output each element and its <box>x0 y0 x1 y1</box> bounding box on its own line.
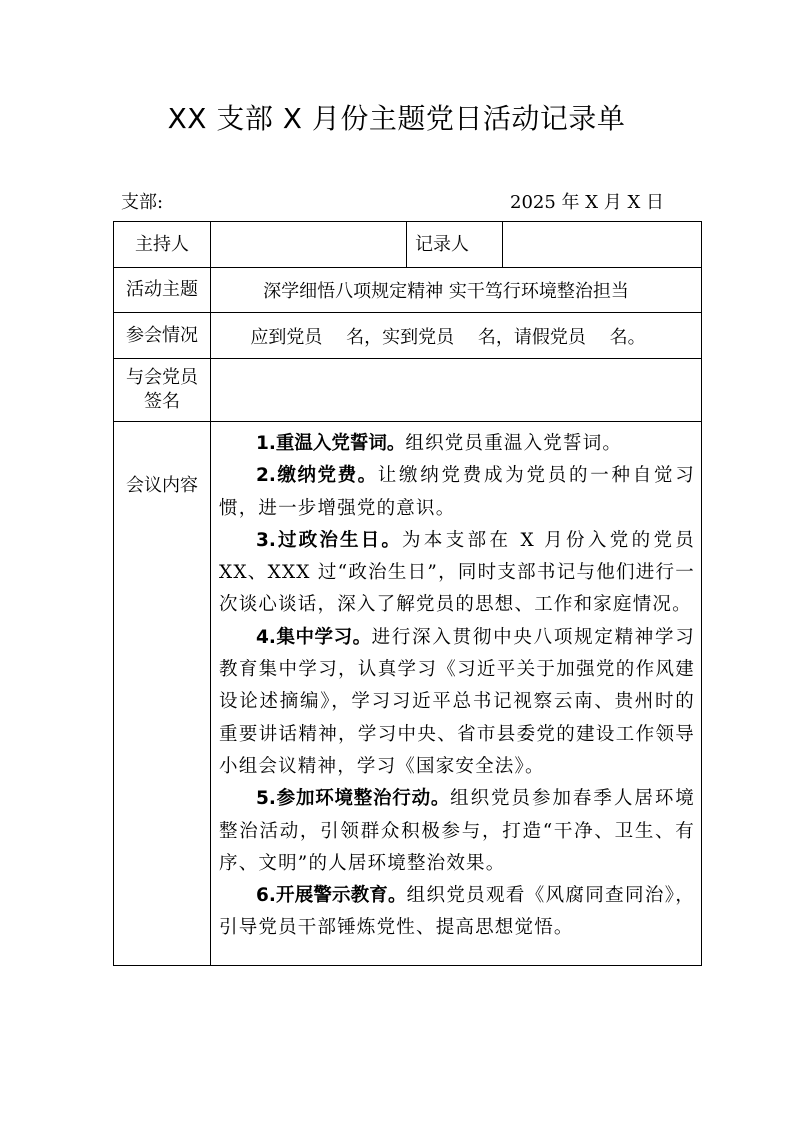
host-row <box>114 222 702 268</box>
host-value-field[interactable] <box>211 222 407 268</box>
host-label: 主持人 <box>114 222 211 268</box>
recorder-value-field[interactable] <box>503 222 702 268</box>
theme-value: 深学细悟八项规定精神 实干笃行环境整治担当 <box>211 268 702 313</box>
signature-label <box>114 359 211 422</box>
content-item-6-text: 组织党员观看《风腐同查同治》，引导党员干部锤炼党性、提高思想觉悟。 <box>219 885 695 939</box>
attendance-value: 应到党员 名，实到党员 名，请假党员 名。 <box>211 313 702 359</box>
content-item-2-head: 2.缴纳党费。 <box>256 465 378 487</box>
content-item-3-text: 为本支部在 X 月份入党的党员 XX、XXX 过“政治生日”，同时支部书记与他们进行一次谈心谈话，深入了解党员的思想、工作和家庭情况。 <box>219 529 695 616</box>
content-item-3 <box>219 525 695 622</box>
content-item-2-text: 让缴纳党费成为党员的一种自觉习惯，进一步增强党的意识。 <box>219 465 695 519</box>
date-text: 2025 年 X 月 X 日 <box>510 192 665 213</box>
content-item-3-head: 3.过政治生日。 <box>256 529 403 551</box>
content-item-4-head: 4.集中学习。 <box>256 626 372 648</box>
attendance-row <box>114 313 702 359</box>
theme-label: 活动主题 <box>114 268 211 313</box>
content-item-4-text: 进行深入贯彻中央八项规定精神学习教育集中学习，认真学习《习近平关于加强党的作风建设论述摘编》，学习习近平总书记视察云南、贵州时的重要讲话精神，学习中央、省市县委党的建设工作领导小组会议精神，学习《国家安全法》。 <box>219 626 695 777</box>
recorder-label: 记录人 <box>407 222 503 268</box>
signature-label-line-1: 与会党员 <box>126 367 198 388</box>
signature-row <box>114 359 702 422</box>
content-body <box>211 422 702 966</box>
signature-label-line-2: 签名 <box>144 391 180 412</box>
record-table <box>113 221 702 966</box>
content-item-6 <box>219 880 695 945</box>
content-item-5-head: 5.参加环境整治行动。 <box>256 788 451 810</box>
signature-field[interactable] <box>211 359 702 422</box>
content-item-2 <box>219 460 695 525</box>
content-row <box>114 422 702 966</box>
content-item-1-text: 组织党员重温入党誓词。 <box>405 433 623 454</box>
content-item-1-head: 1.重温入党誓词。 <box>256 433 406 454</box>
content-item-4 <box>219 622 695 783</box>
content-item-5-text: 组织党员参加春季人居环境整治活动，引领群众积极参与，打造“干净、卫生、有序、文明”的人居环境整治效果。 <box>219 788 695 874</box>
branch-label: 支部: <box>121 192 164 213</box>
attendance-label: 参会情况 <box>114 313 211 359</box>
document-title: XX 支部 X 月份主题党日活动记录单 <box>167 102 626 135</box>
content-item-6-head: 6.开展警示教育。 <box>256 885 407 907</box>
content-label: 会议内容 <box>114 422 211 966</box>
theme-row <box>114 268 702 313</box>
content-item-5 <box>219 783 695 880</box>
content-item-1 <box>219 428 695 460</box>
